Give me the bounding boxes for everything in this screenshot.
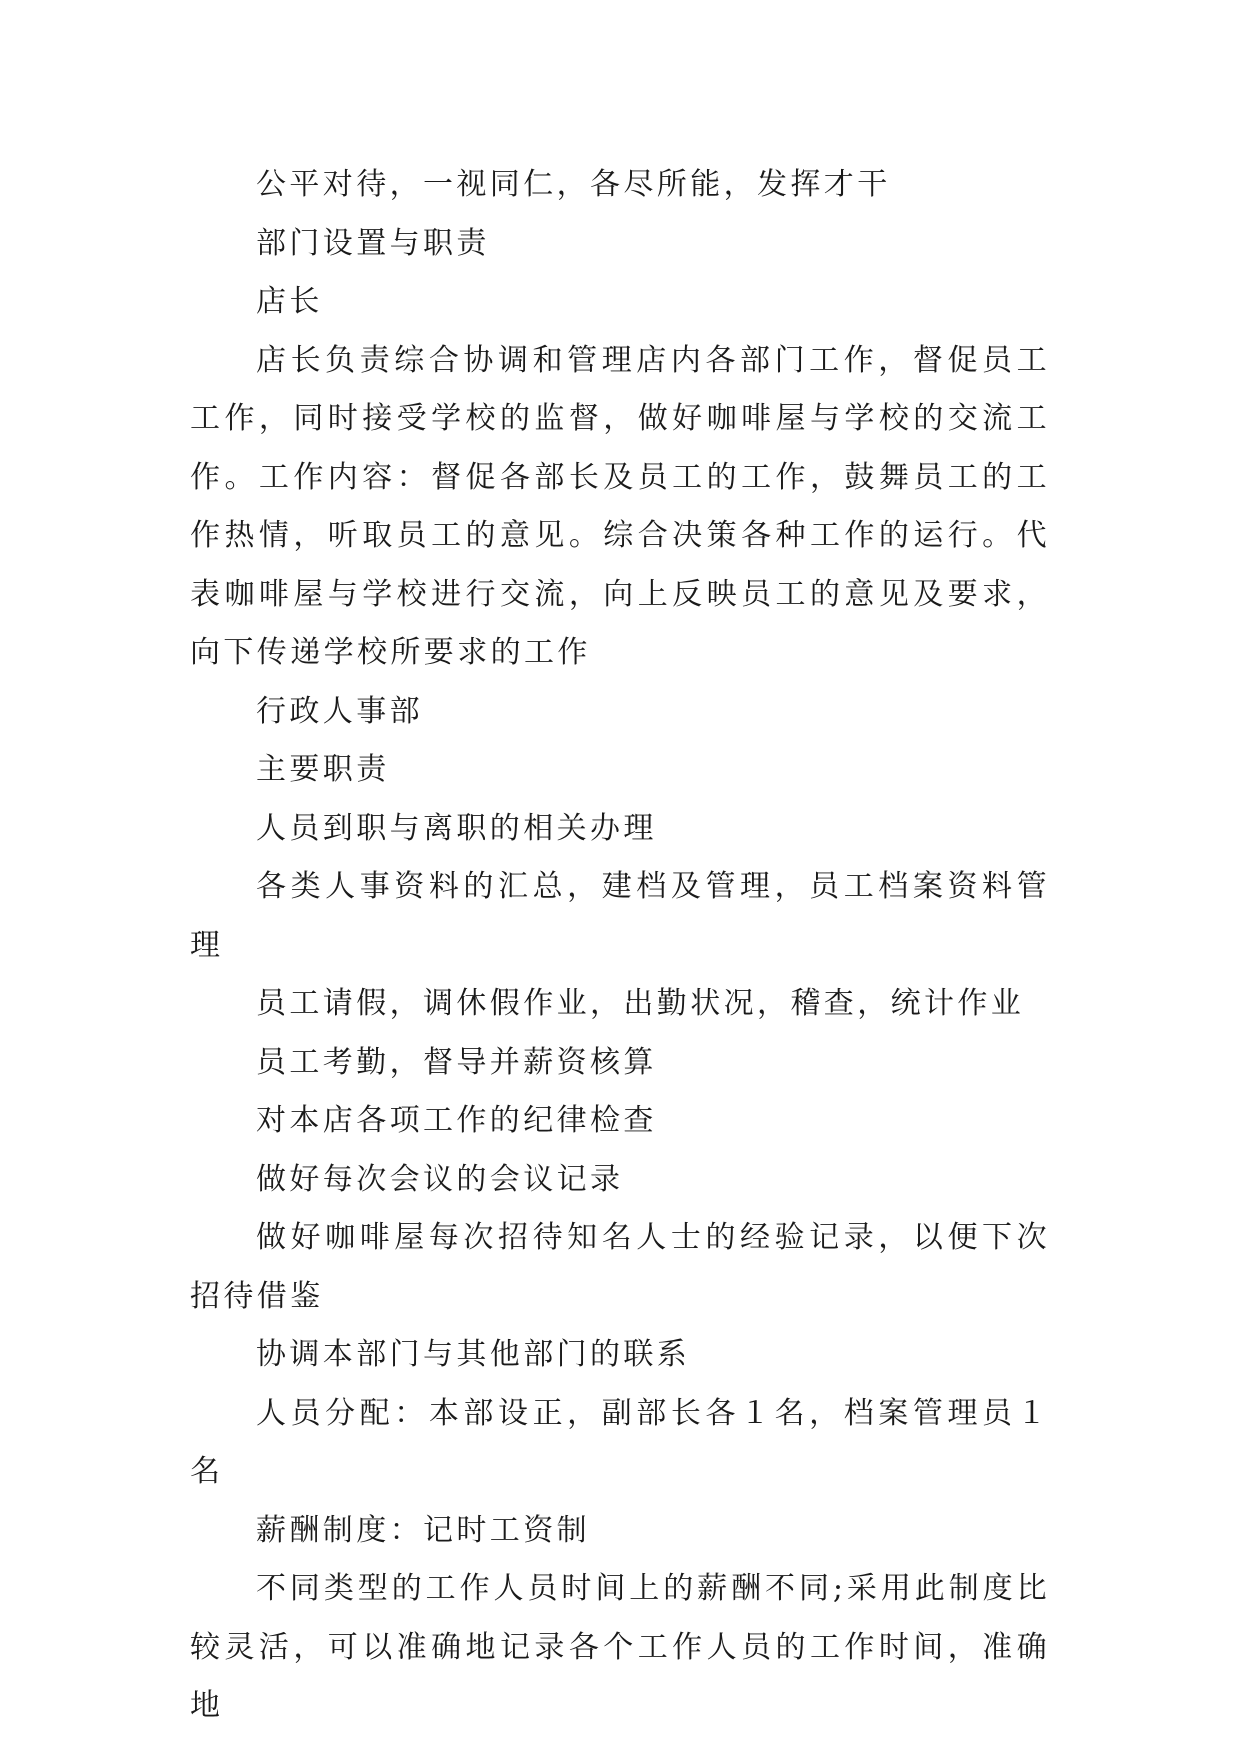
duty-item-minutes: 做好每次会议的会议记录: [256, 1161, 624, 1197]
paragraph-store-manager-duties: 店长负责综合协调和管理店内各部门工作，督促员工工作，同时接受学校的监督，做好咖啡屋与学校的交流工作。工作内容：督促各部长及员工的工作，鼓舞员工的工作热情，听取员工的意见。综合决策各种工作的运行。代表咖啡屋与学校进行交流，向上反映员工的意见及要求，向下传递学校所要求的工作: [190, 342, 1050, 670]
duty-item-discipline: 对本店各项工作的纪律检查: [256, 1103, 657, 1138]
paragraph-principle: 公平对待，一视同仁，各尽所能，发挥才干: [256, 167, 891, 202]
duty-item-records: 各类人事资料的汇总，建档及管理，员工档案资料管理: [190, 869, 1050, 963]
paragraph-pay-details: 不同类型的工作人员时间上的薪酬不同;采用此制度比较灵活，可以准确地记录各个工作人员的工作时间，准确地: [190, 1571, 1050, 1723]
duty-item-onboarding: 人员到职与离职的相关办理: [256, 810, 657, 846]
heading-store-manager: 店长: [256, 284, 323, 319]
paragraph-pay-system: 薪酬制度：记时工资制: [256, 1512, 590, 1548]
duty-item-guest-records: 做好咖啡屋每次招待知名人士的经验记录，以便下次招待借鉴: [190, 1220, 1050, 1314]
heading-admin-hr-department: 行政人事部: [256, 693, 423, 729]
duty-item-leave: 员工请假，调休假作业，出勤状况，稽查，统计作业: [256, 986, 1025, 1021]
document-page: [190, 156, 1050, 1736]
paragraph-staffing: 人员分配：本部设正，副部长各１名，档案管理员１名: [190, 1395, 1050, 1489]
heading-main-duties: 主要职责: [256, 752, 390, 787]
heading-department-setup: 部门设置与职责: [256, 225, 490, 261]
duty-item-coordination: 协调本部门与其他部门的联系: [256, 1337, 691, 1372]
duty-item-attendance: 员工考勤，督导并薪资核算: [256, 1044, 657, 1080]
